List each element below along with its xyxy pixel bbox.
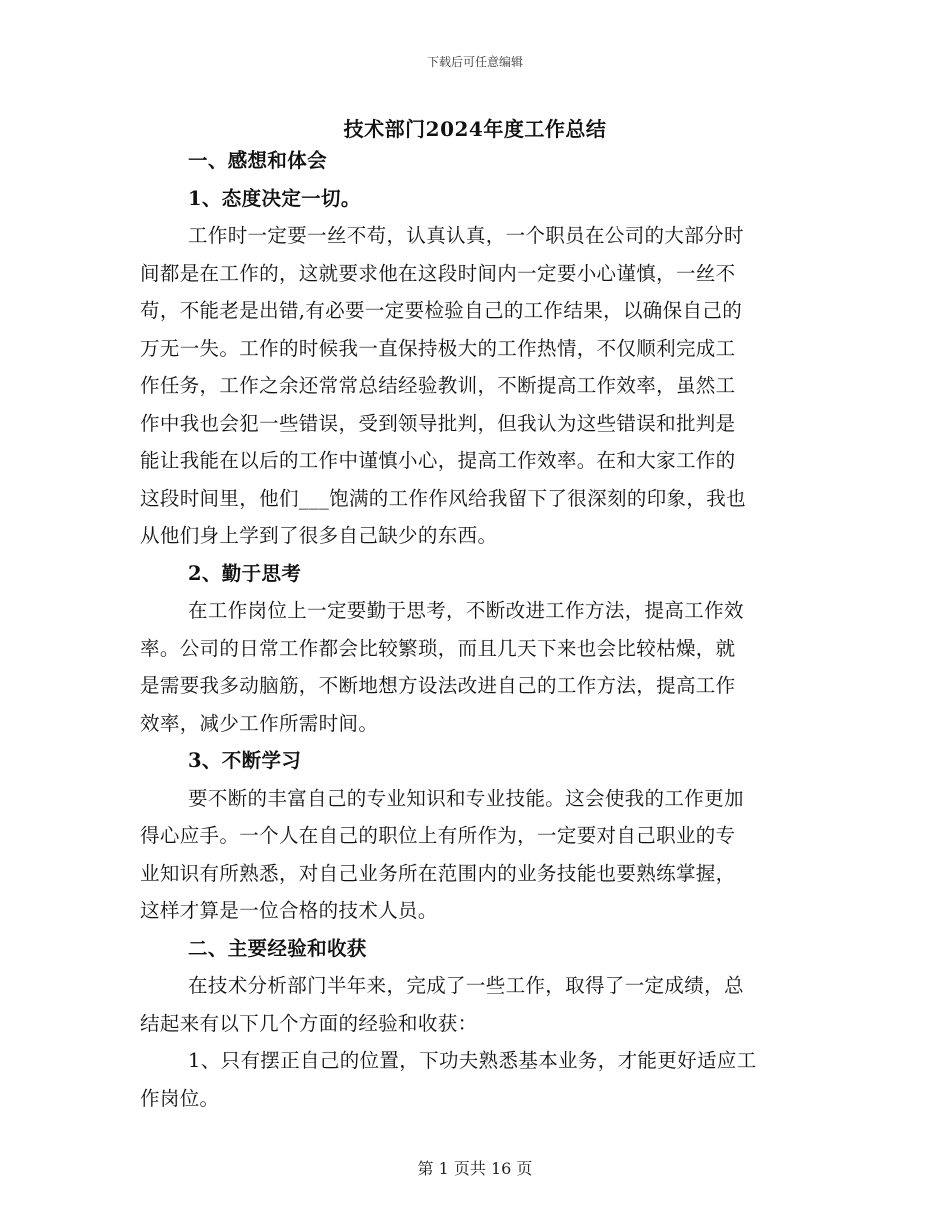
body-text-line: 业知识有所熟悉，对自己业务所在范围内的业务技能也要熟练掌握， xyxy=(140,861,736,885)
section-heading: 2、勤于思考 xyxy=(188,561,302,585)
body-text-line: 能让我能在以后的工作中谨慎小心，提高工作效率。在和大家工作的 xyxy=(140,449,736,472)
body-text-line: 苟，不能老是出错,有必要一定要检验自己的工作结果，以确保自己的 xyxy=(140,299,743,322)
body-text-line: 作任务，工作之余还常常总结经验教训，不断提高工作效率，虽然工 xyxy=(140,374,736,397)
document-title: 技术部门2024年度工作总结 xyxy=(343,117,607,141)
body-text-line: 率。公司的日常工作都会比较繁琐，而且几天下来也会比较枯燥，就 xyxy=(140,636,736,660)
section-heading: 3、不断学习 xyxy=(188,749,302,772)
body-text-line: 在技术分析部门半年来，完成了一些工作，取得了一定成绩，总 xyxy=(188,974,744,997)
page-number: 第 1 页共 16 页 xyxy=(417,1159,533,1178)
section-heading: 一、感想和体会 xyxy=(188,149,327,172)
body-text-line: 结起来有以下几个方面的经验和收获： xyxy=(140,1011,478,1035)
document-body xyxy=(140,142,810,1117)
body-text-line: 工作时一定要一丝不苟，认真认真，一个职员在公司的大部分时 xyxy=(188,224,744,247)
body-text-line: 要不断的丰富自己的专业知识和专业技能。这会使我的工作更加 xyxy=(188,786,744,810)
body-text-line: 间都是在工作的，这就要求他在这段时间内一定要小心谨慎，一丝不 xyxy=(140,261,736,285)
header-note: 下载后可任意编辑 xyxy=(426,55,523,69)
section-heading: 1、态度决定一切。 xyxy=(188,186,361,210)
body-text-line: 作中我也会犯一些错误，受到领导批判，但我认为这些错误和批判是 xyxy=(140,411,736,435)
body-text-line: 在工作岗位上一定要勤于思考，不断改进工作方法，提高工作效 xyxy=(188,599,744,622)
body-text-line: 得心应手。一个人在自己的职位上有所作为，一定要对自己职业的专 xyxy=(140,824,736,847)
body-text-line: 这样才算是一位合格的技术人员。 xyxy=(140,899,438,922)
body-text-line: 万无一失。工作的时候我一直保持极大的工作热情，不仅顺利完成工 xyxy=(140,336,736,360)
body-text-line: 这段时间里，他们___饱满的工作作风给我留下了很深刻的印象，我也 xyxy=(140,486,746,510)
body-text-line: 效率，减少工作所需时间。 xyxy=(140,711,379,735)
body-text-line: 1、只有摆正自己的位置，下功夫熟悉基本业务，才能更好适应工 xyxy=(188,1049,757,1072)
body-text-line: 作岗位。 xyxy=(140,1086,220,1110)
body-text-line: 是需要我多动脑筋，不断地想方设法改进自己的工作方法，提高工作 xyxy=(140,674,736,697)
body-text-line: 从他们身上学到了很多自己缺少的东西。 xyxy=(140,524,498,547)
section-heading: 二、主要经验和收获 xyxy=(188,936,367,960)
